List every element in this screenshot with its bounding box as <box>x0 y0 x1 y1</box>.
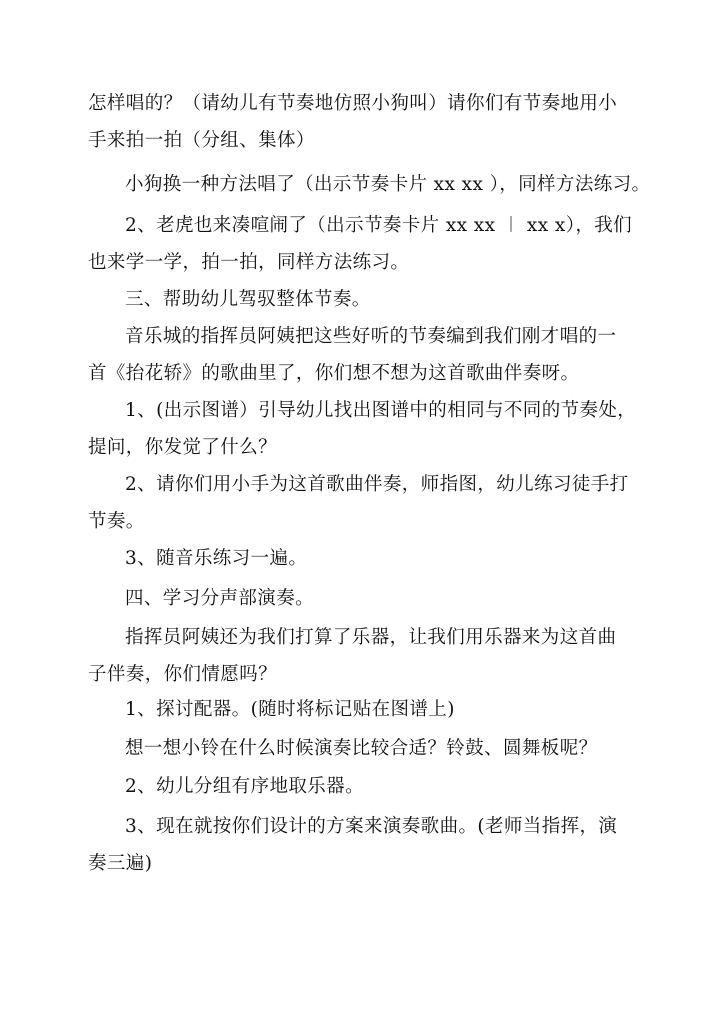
paragraph-line: 1、(出示图谱）引导幼儿找出图谱中的相同与不同的节奏处， <box>125 400 637 421</box>
paragraph-13 <box>88 768 643 805</box>
paragraph-10 <box>88 619 643 693</box>
paragraph-6 <box>88 392 643 466</box>
paragraph-8 <box>88 540 643 577</box>
paragraph-7 <box>88 466 643 540</box>
section-heading-4 <box>88 580 643 617</box>
paragraph-line: 2、老虎也来凑喧闹了（出示节奏卡片 xx xx ︱ xx x），我们 <box>125 215 633 236</box>
paragraph-line: 小狗换一种方法唱了（出示节奏卡片 xx xx ），同样方法练习。 <box>125 174 651 195</box>
paragraph-2 <box>88 166 651 203</box>
paragraph-1 <box>88 85 643 159</box>
paragraph-line: 指挥员阿姨还为我们打算了乐器，让我们用乐器来为这首曲 <box>125 627 617 648</box>
paragraph-line: 2、幼儿分组有序地取乐器。 <box>125 776 364 797</box>
paragraph-line: 四、学习分声部演奏。 <box>125 588 315 609</box>
paragraph-line: 2、请你们用小手为这首歌曲伴奏，师指图，幼儿练习徒手打 <box>125 474 629 495</box>
paragraph-line: 1、探讨配器。(随时将标记贴在图谱上) <box>125 699 455 720</box>
section-heading-3 <box>88 281 643 318</box>
paragraph-12 <box>88 730 643 767</box>
paragraph-line: 三、帮助幼儿驾驭整体节奏。 <box>125 289 371 310</box>
paragraph-line: 也来学一学，拍一拍，同样方法练习。 <box>88 252 410 273</box>
paragraph-line: 怎样唱的？（请幼儿有节奏地仿照小狗叫）请你们有节奏地用小 <box>88 93 618 114</box>
paragraph-line: 3、现在就按你们设计的方案来演奏歌曲。(老师当指挥，演 <box>125 816 618 837</box>
paragraph-line: 想一想小铃在什么时候演奏比较合适？铃鼓、圆舞板呢？ <box>125 738 598 759</box>
paragraph-line: 子伴奏，你们情愿吗？ <box>88 664 278 685</box>
paragraph-14 <box>88 808 643 882</box>
paragraph-3 <box>88 207 643 281</box>
paragraph-11 <box>88 691 643 728</box>
paragraph-5 <box>88 318 643 392</box>
paragraph-line: 奏三遍) <box>88 853 153 874</box>
paragraph-line: 3、随音乐练习一遍。 <box>125 548 308 569</box>
paragraph-line: 节奏。 <box>88 511 145 532</box>
paragraph-line: 音乐城的指挥员阿姨把这些好听的节奏编到我们刚才唱的一 <box>125 326 617 347</box>
paragraph-line: 首《抬花轿》的歌曲里了，你们想不想为这首歌曲伴奏呀。 <box>88 363 580 384</box>
paragraph-line: 提问，你发觉了什么？ <box>88 437 278 458</box>
paragraph-line: 手来拍一拍（分组、集体） <box>88 130 315 151</box>
